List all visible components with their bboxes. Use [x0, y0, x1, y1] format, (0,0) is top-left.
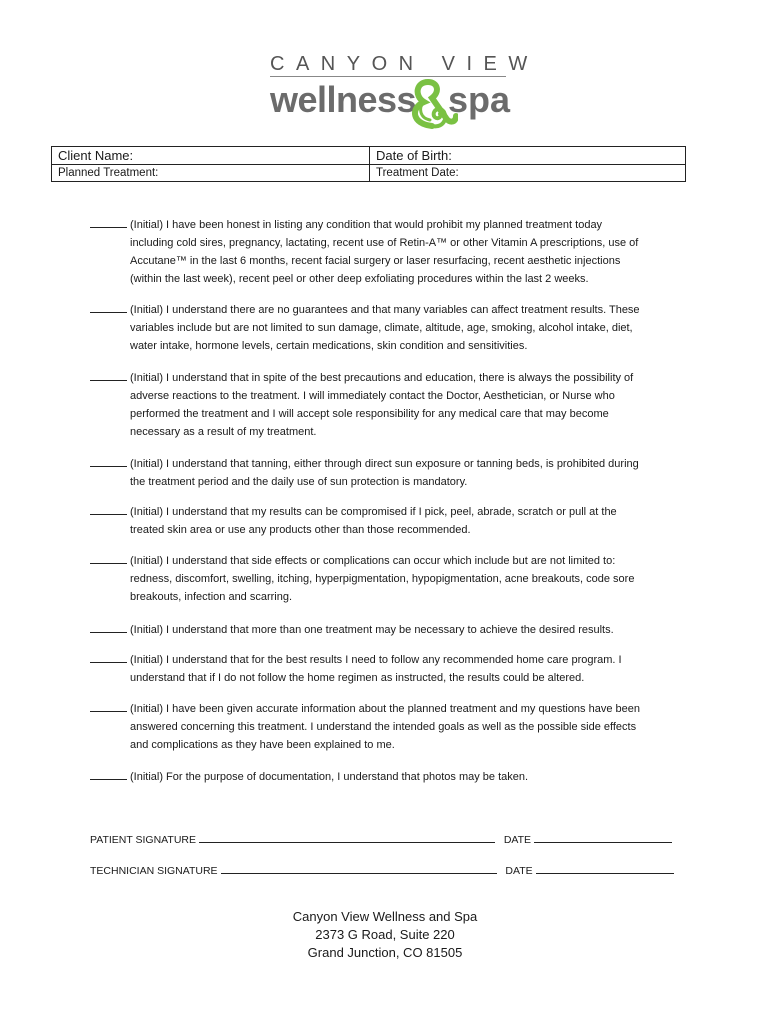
statement-text: including cold sires, pregnancy, lactating, recent use of Retin-A™ or other Vitamin A prescriptions, use of	[130, 237, 639, 249]
statement-text: (Initial) I understand that in spite of the best precautions and education, there is always the possibility of	[130, 372, 634, 384]
footer-city: Grand Junction, CO 81505	[307, 945, 463, 960]
statement-line	[90, 552, 690, 570]
consent-statement	[90, 768, 690, 786]
statement-text: (Initial) I understand that more than one treatment may be necessary to achieve the desired results.	[130, 624, 614, 636]
statement-text: (within the last week), recent peel or other deep exfoliating procedures within the last 2 weeks.	[130, 273, 589, 285]
footer-business-name: Canyon View Wellness and Spa	[292, 909, 478, 924]
statement-text: adverse reactions to the treatment. I will immediately contact the Doctor, Aesthetician, or Nurse who	[130, 390, 615, 402]
statement-line	[90, 270, 690, 288]
statement-line	[90, 570, 690, 588]
consent-statement	[90, 369, 690, 441]
statement-text: Accutane™ in the last 6 months, recent facial surgery or laser resurfacing, recent aesthetic injections	[130, 255, 621, 267]
statement-text: (Initial) I have been honest in listing any condition that would prohibit my planned treatment today	[130, 219, 603, 231]
logo	[270, 52, 539, 132]
technician-signature-line[interactable]	[221, 863, 497, 874]
consent-statement	[90, 301, 690, 355]
statement-text: redness, discomfort, swelling, itching, hyperpigmentation, hypopigmentation, acne breakouts, code sore	[130, 573, 635, 585]
client-info-table	[51, 146, 686, 182]
statement-line	[90, 621, 690, 639]
statement-line	[90, 473, 690, 491]
consent-statement	[90, 621, 690, 639]
technician-date-label: DATE	[505, 865, 533, 877]
patient-signature-row	[90, 832, 672, 847]
consent-statement	[90, 552, 690, 606]
logo-divider	[270, 76, 506, 77]
statement-text: (Initial) I understand there are no guarantees and that many variables can affect treatment results. These	[130, 304, 640, 316]
statement-text: (Initial) I understand that for the best results I need to follow any recommended home care program. I	[130, 654, 622, 666]
statement-line	[90, 252, 690, 270]
consent-statement	[90, 455, 690, 491]
statement-line	[90, 455, 690, 473]
statement-line	[90, 319, 690, 337]
patient-signature-line[interactable]	[199, 832, 495, 843]
consent-statement	[90, 651, 690, 687]
statement-text: treated skin area or use any products other than those recommended.	[130, 524, 471, 536]
patient-date-label: DATE	[503, 834, 532, 846]
consent-statement	[90, 216, 690, 288]
planned-treatment-field[interactable]: Planned Treatment:	[52, 165, 370, 181]
statement-text: performed the treatment and I will accept sole responsibility for any medical care that may become	[130, 408, 609, 420]
logo-top-text: CANYON VIEW	[270, 53, 539, 75]
statement-line	[90, 503, 690, 521]
statement-line	[90, 405, 690, 423]
statement-line	[90, 216, 690, 234]
statement-line	[90, 736, 690, 754]
footer-street: 2373 G Road, Suite 220	[315, 927, 455, 942]
initial-blank[interactable]	[90, 553, 127, 564]
initial-blank[interactable]	[90, 456, 127, 467]
initial-blank[interactable]	[90, 622, 127, 633]
initial-blank[interactable]	[90, 217, 127, 228]
statement-text: (Initial) I understand that my results can be compromised if I pick, peel, abrade, scratch or pull at the	[130, 506, 617, 518]
statement-text: the treatment period and the daily use of sun protection is mandatory.	[130, 476, 468, 488]
statement-line	[90, 588, 690, 606]
treatment-date-field[interactable]: Treatment Date:	[376, 167, 459, 179]
patient-signature-label: PATIENT SIGNATURE	[90, 834, 196, 846]
initial-blank[interactable]	[90, 769, 127, 780]
statement-text: (Initial) I understand that tanning, either through direct sun exposure or tanning beds, is prohibited during	[130, 458, 639, 470]
statement-line	[90, 669, 690, 687]
technician-signature-label: TECHNICIAN SIGNATURE	[90, 865, 218, 877]
statement-line	[90, 768, 690, 786]
statement-text: and complications as they have been explained to me.	[130, 739, 395, 751]
technician-date-line[interactable]	[536, 863, 674, 874]
initial-blank[interactable]	[90, 370, 127, 381]
statement-line	[90, 651, 690, 669]
statement-text: necessary as a result of my treatment.	[130, 426, 317, 438]
initial-blank[interactable]	[90, 302, 127, 313]
footer-address	[0, 908, 770, 962]
statement-line	[90, 369, 690, 387]
date-of-birth-field[interactable]: Date of Birth:	[370, 147, 685, 165]
statement-text: (Initial) I understand that side effects or complications can occur which include but are not limited to:	[130, 555, 616, 567]
statement-line	[90, 387, 690, 405]
statement-text: (Initial) I have been given accurate information about the planned treatment and my questions have been	[130, 703, 640, 715]
statement-line	[90, 423, 690, 441]
consent-statement	[90, 700, 690, 754]
consent-statement	[90, 503, 690, 539]
statement-text: breakouts, infection and scarring.	[130, 591, 293, 603]
initial-blank[interactable]	[90, 504, 127, 515]
statement-text: understand that if I do not follow the home regimen as instructed, the results could be altered.	[130, 672, 585, 684]
statement-text: answered concerning this treatment. I understand the intended goals as well as the possible side effects	[130, 721, 637, 733]
client-name-field[interactable]: Client Name:	[52, 147, 370, 165]
statement-line	[90, 718, 690, 736]
statement-line	[90, 234, 690, 252]
patient-date-line[interactable]	[534, 832, 672, 843]
statement-text: water intake, hormone levels, certain medications, skin condition and sensitivities.	[130, 340, 528, 352]
statement-line	[90, 301, 690, 319]
statement-line	[90, 521, 690, 539]
statement-text: variables include but are not limited to sun damage, climate, altitude, age, smoking, alcohol intake, diet,	[130, 322, 633, 334]
initial-blank[interactable]	[90, 701, 127, 712]
statement-line	[90, 700, 690, 718]
technician-signature-row	[90, 863, 674, 878]
statement-text: (Initial) For the purpose of documentation, I understand that photos may be taken.	[130, 771, 529, 783]
logo-spa-text: spa	[448, 79, 511, 120]
initial-blank[interactable]	[90, 652, 127, 663]
logo-wellness-text: wellness	[270, 79, 417, 120]
statement-line	[90, 337, 690, 355]
